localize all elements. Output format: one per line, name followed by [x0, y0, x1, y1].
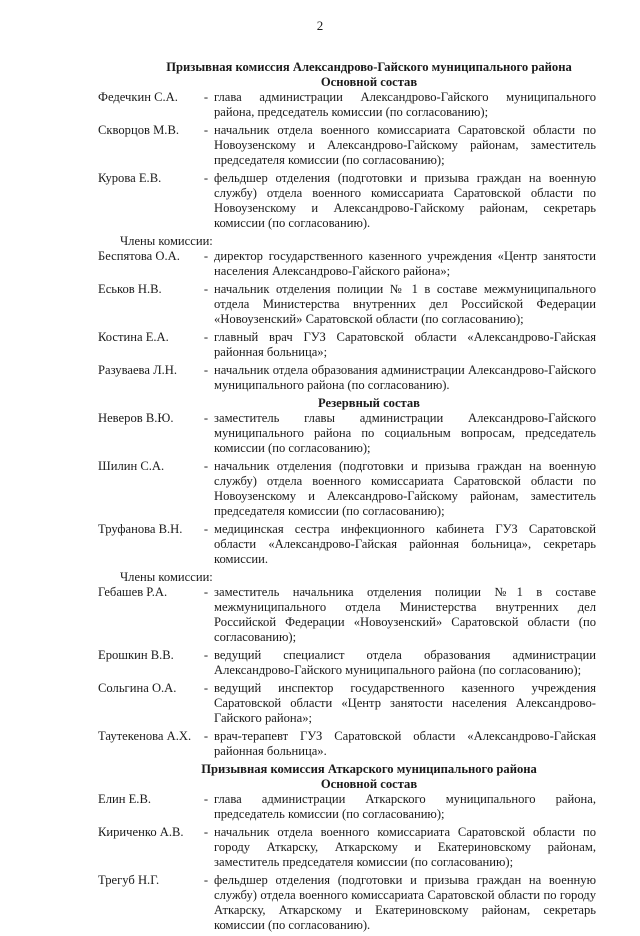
person-position: начальник отдела военного комиссариата Саратовской области по городу Аткарску, Аткарскому и Екатериновскому районам, заместитель председателя комиссии (по согласованию); — [214, 825, 596, 869]
member-entry — [98, 729, 608, 759]
member-entry — [98, 411, 608, 456]
person-position: глава администрации Александрово-Гайского муниципального района, председатель комиссии (по согласованию); — [214, 90, 596, 119]
dash-separator: - — [203, 648, 209, 662]
person-position: фельдшер отделения (подготовки и призыва граждан на военную службу) отдела военного комиссариата Саратовской области по Новоузенскому и Александрово-Гайскому районам, секретарь комиссии (по согласованию). — [214, 171, 596, 230]
person-name: Неверов В.Ю. — [98, 411, 174, 425]
person-name: Беспятова О.А. — [98, 249, 180, 263]
person-name: Скворцов М.В. — [98, 123, 179, 137]
person-name: Еськов Н.В. — [98, 282, 162, 296]
member-entry — [98, 873, 608, 933]
person-position: ведущий инспектор государственного казенного учреждения Саратовской области «Центр занятости населения Александрово-Гайского района»; — [214, 681, 596, 725]
member-entry — [98, 249, 608, 279]
person-position: начальник отдела военного комиссариата Саратовской области по Новоузенскому и Александрово-Гайскому районам, заместитель председателя комиссии (по согласованию); — [214, 123, 596, 167]
members-label: Члены комиссии: — [120, 570, 213, 584]
member-entry — [98, 648, 608, 678]
person-name: Курова Е.В. — [98, 171, 162, 185]
dash-separator: - — [203, 873, 209, 887]
dash-separator: - — [203, 681, 209, 695]
person-name: Елин Е.В. — [98, 792, 151, 806]
member-entry — [98, 825, 608, 870]
composition-subtitle: Основной состав — [320, 777, 418, 791]
members-label: Члены комиссии: — [120, 234, 213, 248]
dash-separator: - — [203, 330, 209, 344]
member-entry — [98, 522, 608, 567]
dash-separator: - — [203, 90, 209, 104]
person-name: Сольгина О.А. — [98, 681, 177, 695]
member-entry — [98, 681, 608, 726]
person-position: заместитель начальника отделения полиции №1 в составе межмуниципального отдела Министерства внутренних дел Российской Федерации «Новоузенский» Саратовской области (по согласованию); — [214, 585, 596, 644]
person-position: главный врач ГУЗ Саратовской области «Александрово-Гайская районная больница»; — [214, 330, 596, 359]
dash-separator: - — [203, 825, 209, 839]
dash-separator: - — [203, 729, 209, 743]
document-body — [98, 60, 608, 936]
person-position: начальник отделения (подготовки и призыва граждан на военную службу) отдела военного комиссариата Саратовской области по Новоузенскому и Александрово-Гайскому районам, заместитель председателя комиссии (по согласованию); — [214, 459, 596, 518]
person-name: Разуваева Л.Н. — [98, 363, 178, 377]
dash-separator: - — [203, 585, 209, 599]
dash-separator: - — [203, 363, 209, 377]
member-entry — [98, 363, 608, 393]
person-position: заместитель главы администрации Александрово-Гайского муниципального района по социальным вопросам, председатель комиссии (по согласованию); — [214, 411, 596, 455]
person-position: глава администрации Аткарского муниципального района, председатель комиссии (по согласованию); — [214, 792, 596, 821]
person-name: Ерошкин В.В. — [98, 648, 174, 662]
member-entry — [98, 585, 608, 645]
person-name: Трегуб Н.Г. — [98, 873, 160, 887]
person-name: Кириченко А.В. — [98, 825, 184, 839]
dash-separator: - — [203, 792, 209, 806]
dash-separator: - — [203, 282, 209, 296]
person-position: фельдшер отделения (подготовки и призыва граждан на военную службу) отдела военного комиссариата Саратовской области по городу Аткарску, Аткарскому и Екатериновскому районам, секретарь комиссии (по согласованию). — [214, 873, 596, 932]
composition-subtitle: Резервный состав — [318, 396, 420, 410]
person-name: Таутекенова А.Х. — [98, 729, 192, 743]
person-position: начальник отделения полиции № 1 в составе межмуниципального отдела Министерства внутренних дел Российской Федерации «Новоузенский» Саратовской области (по согласованию); — [214, 282, 596, 326]
member-entry — [98, 171, 608, 231]
person-position: врач-терапевт ГУЗ Саратовской области «Александрово-Гайская районная больница». — [214, 729, 596, 758]
page-number: 2 — [316, 18, 324, 33]
person-name: Труфанова В.Н. — [98, 522, 183, 536]
member-entry — [98, 282, 608, 327]
dash-separator: - — [203, 171, 209, 185]
dash-separator: - — [203, 459, 209, 473]
person-position: директор государственного казенного учреждения «Центр занятости населения Александрово-Гайского района»; — [214, 249, 596, 278]
dash-separator: - — [203, 411, 209, 425]
person-name: Гебашев Р.А. — [98, 585, 168, 599]
dash-separator: - — [203, 123, 209, 137]
dash-separator: - — [203, 522, 209, 536]
person-position: начальник отдела образования администрации Александрово-Гайского муниципального района (по согласованию). — [214, 363, 596, 392]
person-name: Шилин С.А. — [98, 459, 165, 473]
member-entry — [98, 123, 608, 168]
composition-subtitle: Основной состав — [320, 75, 418, 89]
person-name: Федечкин С.А. — [98, 90, 178, 104]
person-position: ведущий специалист отдела образования администрации Александрово-Гайского муниципального района (по согласованию); — [214, 648, 596, 677]
person-name: Костина Е.А. — [98, 330, 169, 344]
commission-title: Призывная комиссия Александрово-Гайского муниципального района — [166, 60, 572, 74]
member-entry — [98, 330, 608, 360]
member-entry — [98, 459, 608, 519]
dash-separator: - — [203, 249, 209, 263]
commission-title: Призывная комиссия Аткарского муниципального района — [201, 762, 537, 776]
member-entry — [98, 90, 608, 120]
person-position: медицинская сестра инфекционного кабинета ГУЗ Саратовской области «Александрово-Гайская районная больница», секретарь комиссии. — [214, 522, 596, 566]
member-entry — [98, 792, 608, 822]
